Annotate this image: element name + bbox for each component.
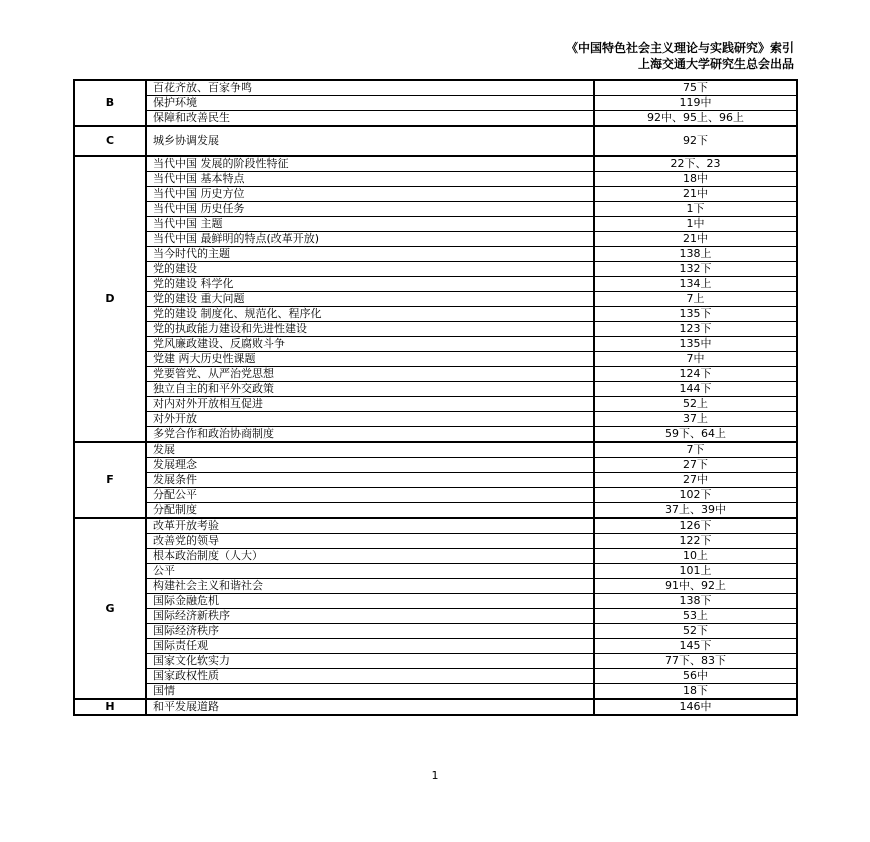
group-letter: G	[74, 518, 146, 699]
index-page-ref: 138上	[594, 247, 797, 262]
page-number: 1	[431, 769, 439, 782]
index-row	[74, 247, 797, 262]
index-page-ref: 102下	[594, 488, 797, 503]
index-term: 党要管党、从严治党思想	[146, 367, 594, 382]
index-term: 保护环境	[146, 96, 594, 111]
index-row	[74, 503, 797, 519]
index-term: 当代中国 基本特点	[146, 172, 594, 187]
index-page-ref: 92中、95上、96上	[594, 111, 797, 127]
index-row	[74, 669, 797, 684]
index-page-ref: 37上	[594, 412, 797, 427]
index-row	[74, 322, 797, 337]
index-page-ref: 138下	[594, 594, 797, 609]
index-page-ref: 52上	[594, 397, 797, 412]
group-letter: D	[74, 156, 146, 442]
index-term: 党的建设	[146, 262, 594, 277]
index-term: 国际金融危机	[146, 594, 594, 609]
index-row	[74, 564, 797, 579]
index-page-ref: 134上	[594, 277, 797, 292]
index-page-ref: 132下	[594, 262, 797, 277]
index-row	[74, 654, 797, 669]
document-subtitle: 上海交通大学研究生总会出品	[637, 57, 794, 71]
index-term: 保障和改善民生	[146, 111, 594, 127]
index-page-ref: 52下	[594, 624, 797, 639]
index-term: 党建 两大历史性课题	[146, 352, 594, 367]
index-term: 党的建设 制度化、规范化、程序化	[146, 307, 594, 322]
index-page-ref: 1中	[594, 217, 797, 232]
index-row	[74, 624, 797, 639]
index-row	[74, 126, 797, 156]
index-row	[74, 458, 797, 473]
index-page-ref: 123下	[594, 322, 797, 337]
index-term: 分配公平	[146, 488, 594, 503]
index-page-ref: 1下	[594, 202, 797, 217]
index-table	[73, 79, 798, 716]
index-row	[74, 427, 797, 443]
index-row	[74, 367, 797, 382]
index-row	[74, 488, 797, 503]
index-row	[74, 534, 797, 549]
index-term: 当代中国 历史方位	[146, 187, 594, 202]
index-term: 根本政治制度（人大）	[146, 549, 594, 564]
index-term: 对外开放	[146, 412, 594, 427]
index-row	[74, 639, 797, 654]
index-term: 公平	[146, 564, 594, 579]
index-row	[74, 473, 797, 488]
index-page-ref: 92下	[594, 126, 797, 156]
index-page-ref: 18中	[594, 172, 797, 187]
index-page-ref: 18下	[594, 684, 797, 700]
index-term: 国情	[146, 684, 594, 700]
index-page-ref: 122下	[594, 534, 797, 549]
index-page-ref: 91中、92上	[594, 579, 797, 594]
index-row	[74, 442, 797, 458]
index-page-ref: 21中	[594, 187, 797, 202]
index-row	[74, 202, 797, 217]
index-term: 发展理念	[146, 458, 594, 473]
index-term: 构建社会主义和谐社会	[146, 579, 594, 594]
index-page-ref: 135中	[594, 337, 797, 352]
index-page-ref: 37上、39中	[594, 503, 797, 519]
index-page-ref: 10上	[594, 549, 797, 564]
index-page-ref: 145下	[594, 639, 797, 654]
index-row	[74, 111, 797, 127]
index-row	[74, 352, 797, 367]
index-row	[74, 277, 797, 292]
index-term: 多党合作和政治协商制度	[146, 427, 594, 443]
index-row	[74, 187, 797, 202]
index-page-ref: 7上	[594, 292, 797, 307]
index-row	[74, 307, 797, 322]
group-letter: F	[74, 442, 146, 518]
index-term: 和平发展道路	[146, 699, 594, 715]
index-page-ref: 7中	[594, 352, 797, 367]
index-page-ref: 146中	[594, 699, 797, 715]
index-row	[74, 262, 797, 277]
index-term: 国家政权性质	[146, 669, 594, 684]
index-term: 对内对外开放相互促进	[146, 397, 594, 412]
index-page-ref: 27下	[594, 458, 797, 473]
index-term: 党的建设 重大问题	[146, 292, 594, 307]
index-term: 城乡协调发展	[146, 126, 594, 156]
index-term: 党风廉政建设、反腐败斗争	[146, 337, 594, 352]
index-row	[74, 96, 797, 111]
index-row	[74, 397, 797, 412]
index-term: 当代中国 发展的阶段性特征	[146, 156, 594, 172]
index-page-ref: 124下	[594, 367, 797, 382]
index-term: 发展条件	[146, 473, 594, 488]
index-page-ref: 59下、64上	[594, 427, 797, 443]
index-page-ref: 7下	[594, 442, 797, 458]
index-page-ref: 77下、83下	[594, 654, 797, 669]
index-row	[74, 699, 797, 715]
index-row	[74, 684, 797, 700]
index-term: 分配制度	[146, 503, 594, 519]
index-page-ref: 21中	[594, 232, 797, 247]
index-term: 国际经济秩序	[146, 624, 594, 639]
index-row	[74, 412, 797, 427]
index-term: 独立自主的和平外交政策	[146, 382, 594, 397]
index-term: 国家文化软实力	[146, 654, 594, 669]
index-page-ref: 144下	[594, 382, 797, 397]
index-term: 党的执政能力建设和先进性建设	[146, 322, 594, 337]
index-term: 改革开放考验	[146, 518, 594, 534]
index-row	[74, 549, 797, 564]
index-row	[74, 579, 797, 594]
index-page-ref: 101上	[594, 564, 797, 579]
index-row	[74, 172, 797, 187]
group-letter: H	[74, 699, 146, 715]
index-row	[74, 80, 797, 96]
index-term: 当今时代的主题	[146, 247, 594, 262]
group-letter: C	[74, 126, 146, 156]
index-row	[74, 156, 797, 172]
index-page-ref: 27中	[594, 473, 797, 488]
index-term: 党的建设 科学化	[146, 277, 594, 292]
index-term: 当代中国 历史任务	[146, 202, 594, 217]
group-letter: B	[74, 80, 146, 126]
document-title: 《中国特色社会主义理论与实践研究》索引	[565, 41, 794, 55]
index-page-ref: 135下	[594, 307, 797, 322]
index-row	[74, 382, 797, 397]
index-term: 国际责任观	[146, 639, 594, 654]
index-page-ref: 53上	[594, 609, 797, 624]
index-row	[74, 518, 797, 534]
index-page-ref: 119中	[594, 96, 797, 111]
index-row	[74, 337, 797, 352]
index-page-ref: 126下	[594, 518, 797, 534]
index-term: 改善党的领导	[146, 534, 594, 549]
index-term: 国际经济新秩序	[146, 609, 594, 624]
index-term: 当代中国 最鲜明的特点(改革开放)	[146, 232, 594, 247]
index-row	[74, 217, 797, 232]
index-row	[74, 594, 797, 609]
index-term: 发展	[146, 442, 594, 458]
index-page-ref: 56中	[594, 669, 797, 684]
index-row	[74, 292, 797, 307]
index-page-ref: 75下	[594, 80, 797, 96]
index-page-ref: 22下、23	[594, 156, 797, 172]
index-row	[74, 232, 797, 247]
index-row	[74, 609, 797, 624]
index-term: 百花齐放、百家争鸣	[146, 80, 594, 96]
index-term: 当代中国 主题	[146, 217, 594, 232]
